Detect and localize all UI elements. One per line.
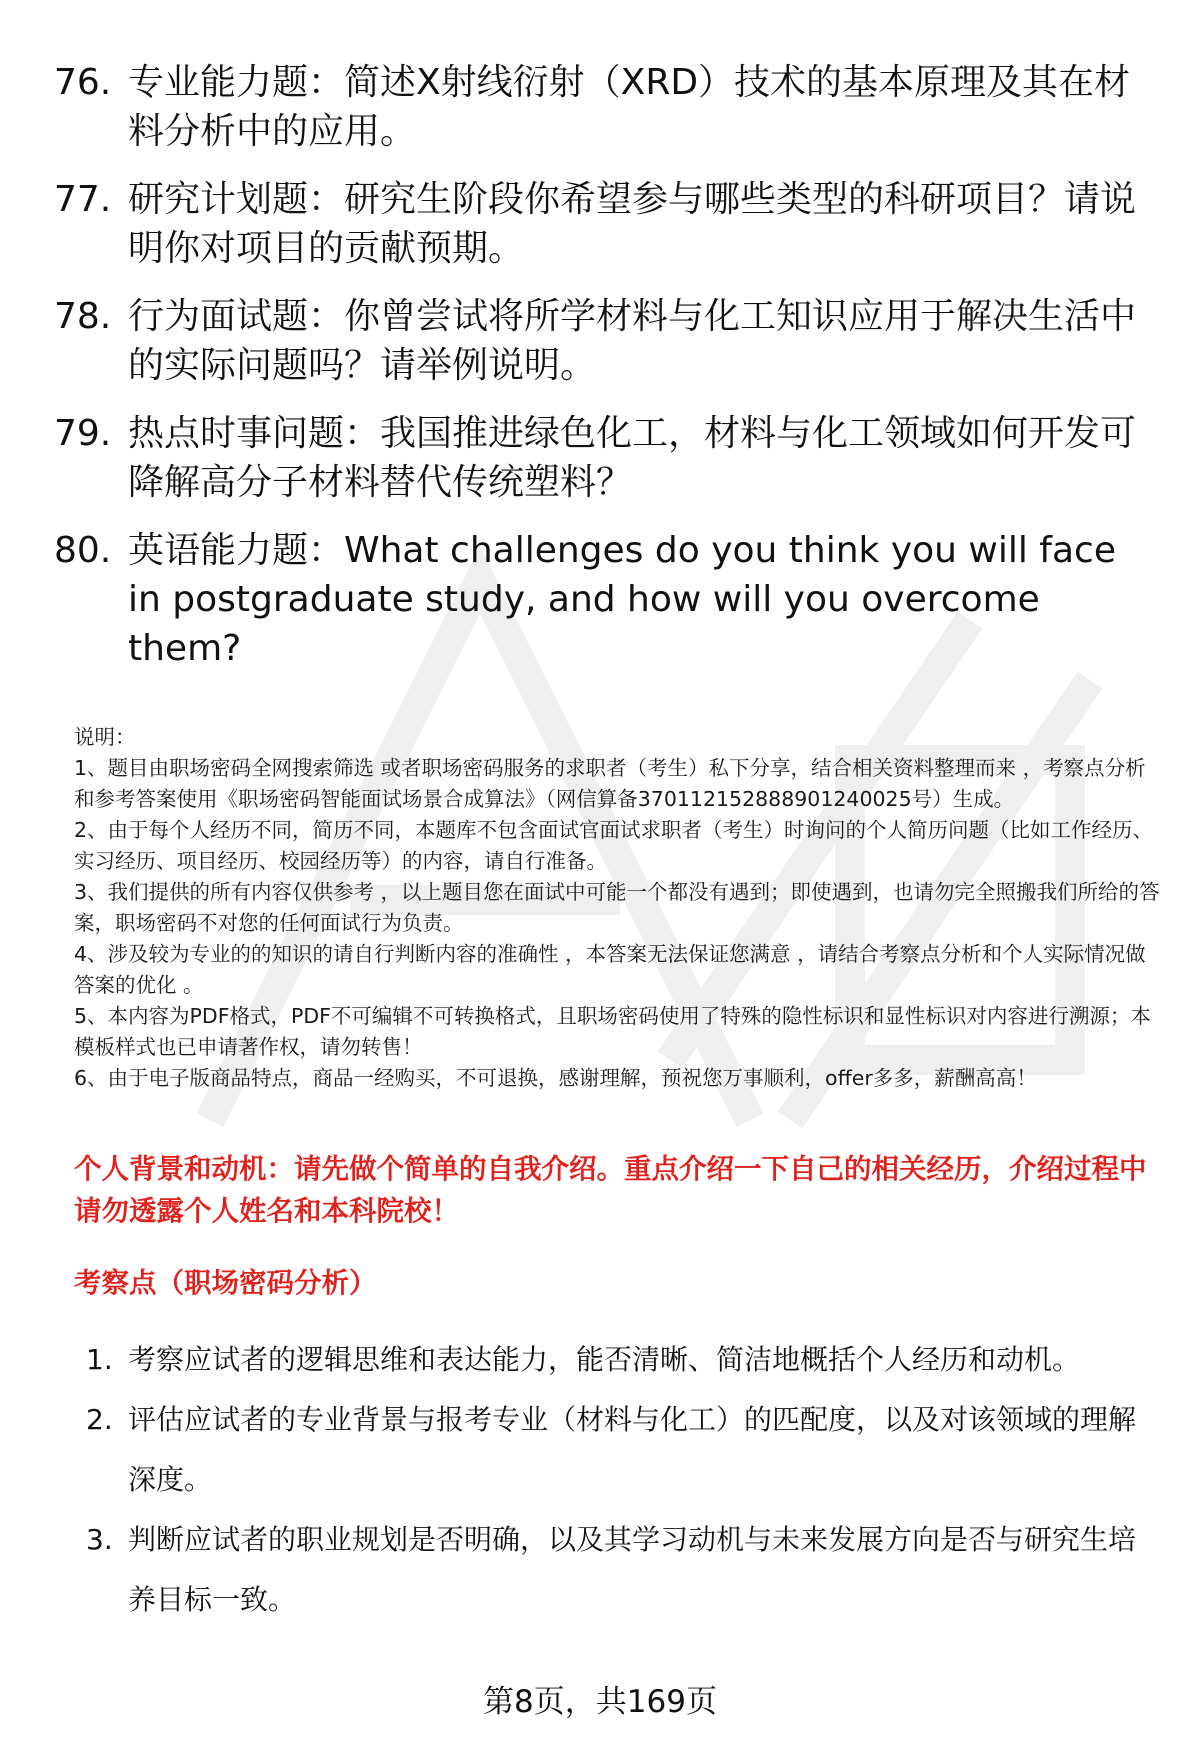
note-item: 6、由于电子版商品特点，商品一经购买，不可退换，感谢理解，预祝您万事顺利，offer多多，薪酬高高！ (74, 1066, 1037, 1090)
note-item: 2、由于每个人经历不同，简历不同，本题库不包含面试官面试求职者（考生）时询问的个人简历问题（比如工作经历、实习经历、项目经历、校园经历等）的内容，请自行准备。 (74, 818, 1154, 873)
section-heading: 个人背景和动机：请先做个简单的自我介绍。重点介绍一下自己的相关经历，介绍过程中请勿透露个人姓名和本科院校！ (74, 1153, 1147, 1227)
notes-title: 说明： (74, 725, 136, 749)
page-footer: 第8页，共169页 (483, 1684, 717, 1720)
question-number: 76. (54, 62, 112, 103)
analysis-heading: 考察点（职场密码分析） (74, 1267, 377, 1299)
note-item: 3、我们提供的所有内容仅供参考 ，以上题目您在面试中可能一个都没有遇到；即使遇到，也请勿完全照搬我们所给的答案，职场密码不对您的任何面试行为负责。 (74, 880, 1160, 935)
point-number: 2. (86, 1403, 113, 1436)
question-number: 77. (54, 179, 112, 220)
point-text: 判断应试者的职业规划是否明确，以及其学习动机与未来发展方向是否与研究生培养目标一致。 (128, 1523, 1137, 1616)
question-number: 80. (54, 530, 112, 571)
notes-section (74, 722, 1160, 1094)
point-number: 1. (86, 1343, 113, 1376)
question-text: 热点时事问题：我国推进绿色化工，材料与化工领域如何开发可降解高分子材料替代传统塑料？ (128, 413, 1137, 503)
question-number: 78. (54, 296, 112, 337)
point-text: 评估应试者的专业背景与报考专业（材料与化工）的匹配度，以及对该领域的理解深度。 (128, 1403, 1137, 1496)
point-text: 考察应试者的逻辑思维和表达能力，能否清晰、简洁地概括个人经历和动机。 (128, 1343, 1081, 1376)
note-item: 1、题目由职场密码全网搜索筛选 或者职场密码服务的求职者（考生）私下分享，结合相关资料整理而来 ，考察点分析和参考答案使用《职场密码智能面试场景合成算法》（网信算备370112152888901240025号）生成。 (74, 756, 1146, 811)
point-number: 3. (86, 1523, 113, 1556)
question-text: 研究计划题：研究生阶段你希望参与哪些类型的科研项目？请说明你对项目的贡献预期。 (128, 179, 1137, 269)
question-text: 专业能力题：简述X射线衍射（XRD）技术的基本原理及其在材料分析中的应用。 (128, 62, 1131, 152)
question-number: 79. (54, 413, 112, 454)
note-item: 5、本内容为PDF格式，PDF不可编辑不可转换格式，且职场密码使用了特殊的隐性标识和显性标识对内容进行溯源；本模板样式也已申请著作权，请勿转售！ (74, 1004, 1151, 1059)
question-text: 英语能力题：What challenges do you think you will face in postgraduate study, and how will you overcome them? (128, 530, 1116, 669)
question-text: 行为面试题：你曾尝试将所学材料与化工知识应用于解决生活中的实际问题吗？请举例说明。 (128, 296, 1137, 386)
note-item: 4、涉及较为专业的的知识的请自行判断内容的准确性 ，本答案无法保证您满意 ，请结合考察点分析和个人实际情况做答案的优化 。 (74, 942, 1146, 997)
